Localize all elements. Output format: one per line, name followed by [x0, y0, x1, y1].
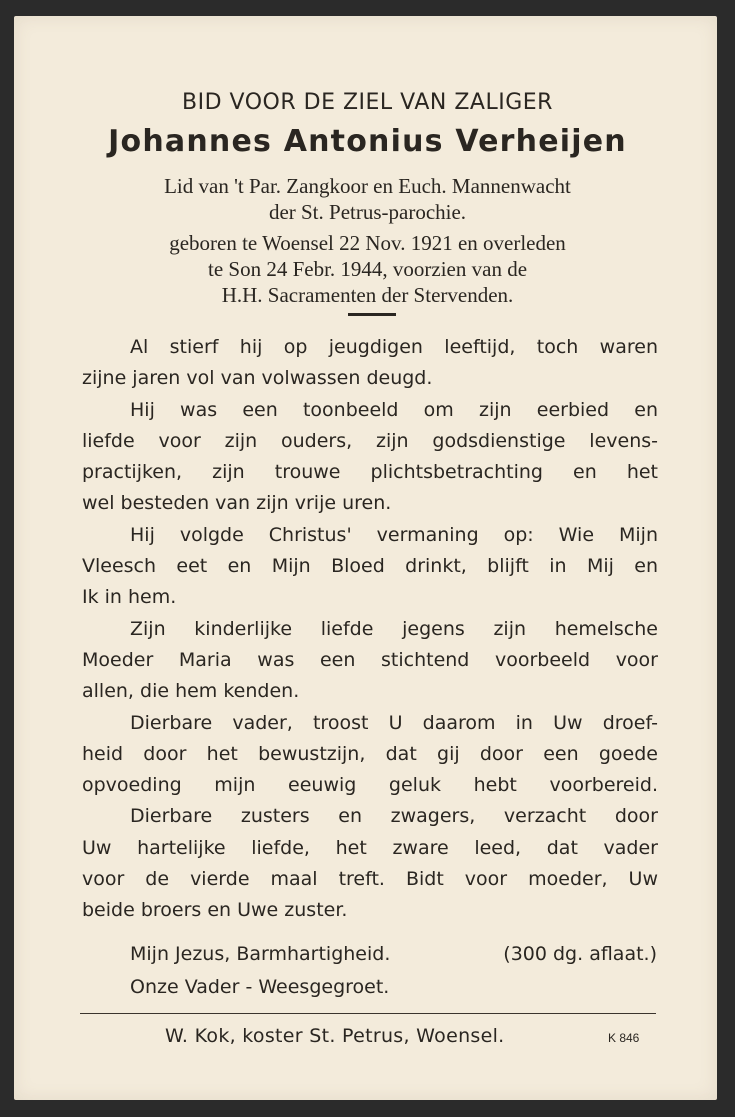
catalog-code: K 846 [608, 1031, 640, 1045]
membership-line: der St. Petrus-parochie. [268, 200, 467, 224]
body-line: Dierbare vader, troost U daarom in Uw droef- [130, 711, 658, 734]
body-line: wel besteden van zijn vrije uren. [82, 492, 392, 515]
body-line: practijken, zijn trouwe plichtsbetrachting en het [82, 461, 658, 484]
body-line: Uw hartelijke liefde, het zware leed, dat vader [82, 836, 658, 859]
body-line: Vleesch eet en Mijn Bloed drinkt, blijft in Mij en [82, 555, 658, 578]
membership-line: Lid van 't Par. Zangkoor en Euch. Mannenwacht [164, 174, 571, 198]
deceased-name: Johannes Antonius Verheijen [108, 124, 627, 159]
body-line: Ik in hem. [82, 586, 177, 609]
body-line: beide broers en Uwe zuster. [82, 899, 348, 922]
body-line: Zijn kinderlijke liefde jegens zijn hemelsche [130, 617, 658, 640]
body-line: voor de vierde maal treft. Bidt voor moeder, Uw [82, 868, 658, 891]
dates-line: H.H. Sacramenten der Stervenden. [221, 283, 514, 307]
birth-death-lines [0, 230, 735, 308]
body-line: opvoeding mijn eeuwig geluk hebt voorbereid. [82, 774, 658, 797]
printer-credit: W. Kok, koster St. Petrus, Woensel. [165, 1025, 505, 1047]
body-line: heid door het bewustzijn, dat gij door een goede [82, 742, 658, 765]
body-line: allen, die hem kenden. [82, 680, 300, 703]
dates-line: te Son 24 Febr. 1944, voorzien van de [207, 257, 528, 281]
dates-line: geboren te Woensel 22 Nov. 1921 en overleden [169, 231, 566, 255]
body-line: zijne jaren vol van volwassen deugd. [82, 367, 433, 390]
card-heading: BID VOOR DE ZIEL VAN ZALIGER [182, 90, 553, 115]
body-line: Al stierf hij op jeugdigen leeftijd, toch waren [130, 336, 658, 358]
body-line: Hij was een toonbeeld om zijn eerbied en [130, 398, 658, 421]
divider-rule [348, 313, 396, 316]
memorial-text [82, 332, 658, 927]
prayer-line [130, 943, 657, 965]
onze-vader-line: Onze Vader - Weesgegroet. [130, 976, 390, 998]
body-line: liefde voor zijn ouders, zijn godsdienstige levens- [82, 429, 658, 452]
prayer-text: Mijn Jezus, Barmhartigheid. [130, 943, 391, 965]
footer-rule [80, 1013, 656, 1014]
body-line: Hij volgde Christus' vermaning op: Wie Mijn [130, 523, 658, 546]
membership-lines [0, 173, 735, 225]
body-line: Dierbare zusters en zwagers, verzacht door [130, 805, 658, 828]
indulgence-note: (300 dg. aflaat.) [503, 943, 657, 965]
body-line: Moeder Maria was een stichtend voorbeeld voor [82, 648, 658, 671]
